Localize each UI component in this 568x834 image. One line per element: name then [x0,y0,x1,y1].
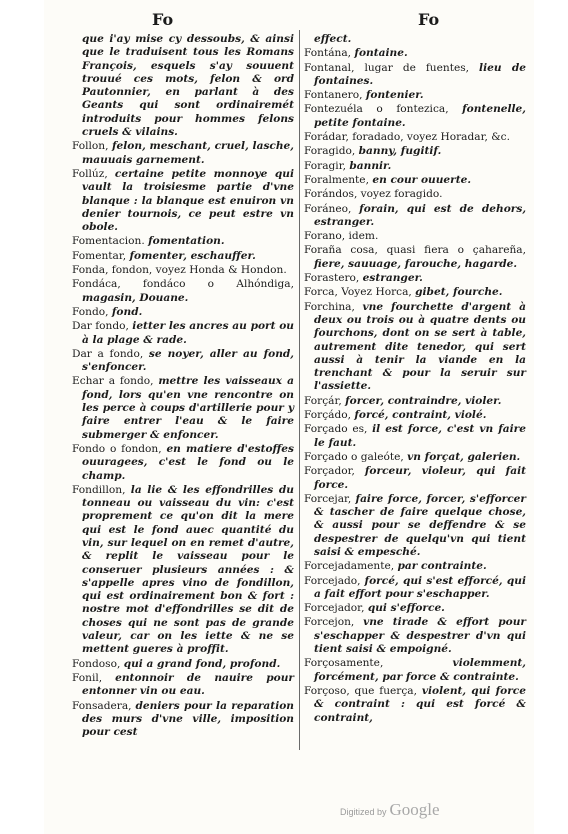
entry-definition: certaine petite monnoye qui vault la troisiesme partie d'vne blanque : la blanque est enuiron vn denier tournois, ce peut estre vn obole. [82,167,294,234]
entry-definition: felon, meschant, cruel, lasche, mauuais garnement. [82,140,294,166]
entry-definition: deniers pour la reparation des murs d'vne ville, imposition pour cest [82,699,294,739]
entry-definition: forcé, contraint, violé. [354,409,487,422]
dictionary-entry [72,658,294,671]
entry-definition: forceur, violeur, qui fait force. [314,465,526,491]
entry-definition: en matiere d'estoffes ouuragees, c'est le fond ou le champ. [82,442,294,482]
dictionary-entry [72,672,294,699]
entry-definition: gibet, fourche. [415,286,503,299]
entry-definition: vne tirade & effort pour s'eschapper & despestrer d'vn qui tient saisi & empoigné. [314,616,526,656]
entry-definition: vne fourchette d'argent à deux ou trois ou à quatre dents ou fourchons, dont on se sert à table, autrement dite tenedor, qui sert aussi à tenir la viande en la trenchant & pour la seruir sur l'assiette. [314,300,526,393]
entry-headword: Dar fondo, [72,320,133,333]
dictionary-entry [72,306,294,319]
entry-headword: Dar a fondo, [72,347,149,360]
entry-headword: Forcejador, [304,602,368,615]
entry-definition: fiere, sauuage, farouche, hagarde. [314,257,518,270]
entry-headword: Foraña cosa, quasi fiera o çahareña, [304,244,526,257]
entry-headword: Forándos, voyez foragido. [304,188,443,201]
entry-definition: la lie & les effondrilles du tonneau ou vaisseau du vin: c'est proprement ce qu'on dit la mere qui est le fond auec quantité du vin, sur lequel on en remet d'autre, & replit le vaisseau pour le conseruer plusieurs années : & s'appelle apres vino de fondillon, qui est ordinairement bon & fort : nostre mot d'effondrilles se dit de choses qui ne sont pas de grande valeur, car on les iette & ne se mettent gueres à proffit. [82,483,295,656]
entry-headword: Forçádo, [304,409,355,422]
entry-headword: Forçador, [304,465,365,478]
entry-headword: Fondo, [72,305,112,318]
dictionary-entry [72,140,294,167]
left-column [72,33,294,740]
entry-definition: lieu de fontaines. [314,61,527,87]
entry-definition: forcer, contraindre, violer. [345,394,502,407]
entry-definition: fontenier. [365,89,424,102]
entry-headword: Fontána, [304,47,355,60]
right-column [304,33,526,726]
dictionary-entry [304,301,526,394]
dictionary-entry [72,320,294,347]
entry-definition: effect. [314,33,352,45]
entry-definition: forcé, qui s'est efforcé, qui a fait effort pour s'eschapper. [314,574,526,600]
entry-definition: par contrainte. [397,560,487,573]
dictionary-entry [304,160,526,173]
dictionary-entry [72,348,294,375]
dictionary-entry [304,657,526,684]
entry-definition: mettre les vaisseaux a fond, lors qu'en vne rencontre on les perce à coups d'artillerie pour y faire entrer l'eau & le faire submerger & enfoncer. [82,375,294,441]
dictionary-entry [304,103,526,130]
entry-definition: forain, qui est de dehors, estranger. [314,202,527,228]
entry-headword: Fontanal, lugar de fuentes, [304,61,480,74]
entry-headword: Forçado es, [304,423,373,436]
entry-definition: bannir. [349,159,392,172]
dictionary-entry [304,493,526,559]
entry-definition: violemment, forcément, par force & contrainte. [314,657,526,683]
dictionary-entry [304,131,526,144]
dictionary-entry [72,700,294,740]
entry-definition: faire force, forcer, s'efforcer & tascher de faire quelque chose, & aussi pour se deffendre & se despestrer de quelqu'vn qui tient saisi & empesché. [314,492,527,558]
dictionary-entry [304,188,526,201]
entry-definition: ietter les ancres au port ou à la plage & rade. [82,320,294,346]
dictionary-entry [72,235,294,248]
dictionary-entry [304,272,526,285]
book-page [44,0,534,834]
entry-headword: Follúz, [72,167,115,180]
entry-definition: estranger. [362,272,423,285]
dictionary-entry [304,395,526,408]
entry-headword: Fondáca, fondáco o Alhóndiga, [72,278,294,291]
entry-headword: Fonsadera, [72,699,136,712]
entry-headword: Forádar, foradado, voyez Horadar, &c. [304,131,510,144]
dictionary-entry [72,264,294,277]
entry-definition: fomenter, eschauffer. [129,249,256,262]
dictionary-entry [304,33,526,46]
dictionary-entry [304,575,526,602]
entry-headword: Forçado o galeóte, [304,450,408,463]
entry-definition: vn forçat, galerien. [407,450,521,463]
dictionary-entry [304,286,526,299]
entry-definition: fontaine. [354,47,408,60]
watermark-prefix: Digitized by [340,807,387,817]
entry-headword: Fontanero, [304,89,366,102]
dictionary-entry [304,602,526,615]
entry-headword: Fondoso, [72,657,124,670]
entry-definition: banny, fugitif. [358,145,442,158]
dictionary-entry [72,278,294,305]
dictionary-entry [304,465,526,492]
dictionary-entry [72,168,294,234]
entry-headword: Fontezuéla o fontezica, [304,103,463,116]
entry-headword: Forcejar, [304,492,356,505]
entry-headword: Fondillon, [72,483,131,496]
dictionary-entry [304,89,526,102]
entry-headword: Forca, Voyez Horca, [304,286,416,299]
entry-headword: Echar a fondo, [72,375,159,388]
dictionary-entry [304,560,526,573]
entry-headword: Fonda, fondon, voyez Honda & Hondon. [72,264,287,277]
entry-headword: Fomentar, [72,249,130,262]
dictionary-entry [304,244,526,271]
dictionary-entry [304,230,526,243]
entry-headword: Forcejon, [304,616,364,629]
entry-headword: Fondo o fondon, [72,442,167,455]
digitization-watermark [340,800,440,820]
entry-headword: Forcejado, [304,574,365,587]
entry-definition: violent, qui force & contraint : qui est forcé & contraint, [314,684,526,724]
entry-headword: Forchina, [304,300,363,313]
entry-definition: entonnoir de nauire pour entonner vin ou eau. [82,671,295,698]
entry-definition: fontenelle, petite fontaine. [314,103,526,129]
entry-definition: il est force, c'est vn faire le faut. [314,423,526,449]
dictionary-entry [304,47,526,60]
dictionary-entry [304,423,526,450]
dictionary-entry [304,145,526,158]
dictionary-entry [72,375,294,441]
entry-definition: en cour ouuerte. [372,173,472,186]
dictionary-entry [304,409,526,422]
entry-definition: fond. [111,305,143,318]
dictionary-entry [72,484,294,657]
entry-headword: Forçár, [304,394,346,407]
entry-headword: Forano, idem. [304,230,379,243]
dictionary-entry [304,616,526,656]
entry-headword: Fomentacion. [72,235,149,248]
entry-definition: se noyer, aller au fond, s'enfoncer. [82,347,294,374]
entry-headword: Fonil, [72,671,116,684]
running-header [44,10,534,30]
entry-definition: que i'ay mise cy dessoubs, & ainsi que le traduisent tous les Romans François, esquels s'ay souuent trouué ces mots, felon & ord Pautonnier, en parlant à des Geants qui sont ordinairemét introduits pour hommes felons cruels & vilains. [82,33,294,139]
entry-headword: Forcejadamente, [304,560,398,573]
entry-headword: Foráneo, [304,202,360,215]
entry-headword: Forastero, [304,272,363,285]
entry-headword: Foragir, [304,159,350,172]
entry-headword: Follon, [72,140,112,153]
dictionary-entry [72,33,294,139]
entry-definition: magasin, Douane. [82,291,189,304]
dictionary-entry [304,62,526,89]
dictionary-entry [304,685,526,725]
header-left: Fo [152,10,174,29]
entry-definition: qui a grand fond, profond. [123,657,281,670]
entry-headword: Forçosamente, [304,657,453,670]
column-divider [299,30,300,750]
dictionary-entry [72,443,294,483]
entry-headword: Foragido, [304,145,359,158]
header-right: Fo [418,10,440,29]
entry-definition: qui s'efforce. [367,602,445,615]
dictionary-entry [304,203,526,230]
dictionary-entry [304,451,526,464]
entry-headword: Forçoso, que fuerça, [304,684,422,697]
dictionary-entry [72,250,294,263]
entry-definition: fomentation. [148,235,225,248]
watermark-brand: Google [389,800,440,819]
dictionary-entry [304,174,526,187]
entry-headword: Foralmente, [304,173,373,186]
